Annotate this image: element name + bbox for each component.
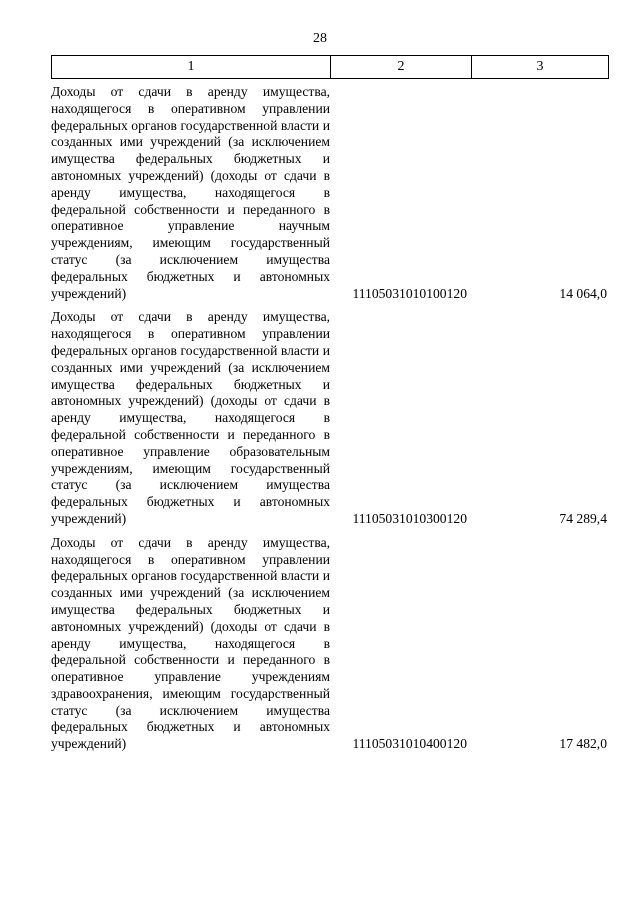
row-amount: 74 289,4 bbox=[559, 510, 607, 526]
table-row bbox=[51, 84, 609, 302]
row-code: 11105031010400120 bbox=[352, 736, 467, 752]
page-number: 28 bbox=[313, 31, 327, 46]
table-row bbox=[51, 309, 609, 527]
column-header-2: 2 bbox=[331, 56, 472, 78]
row-description: Доходы от сдачи в аренду имущества, находящегося в оперативном управлении федеральных органов государственной власти и созданных ими учреждений (за исключением имущества федеральных бюджетных и автономных учреждений) (доходы от сдачи в аренду имущества, находящегося в федеральной собственности и переданного в оперативное управление учреждениям здравоохранения, имеющим государственный статус (за исключением имущества федеральных бюджетных и автономных учреждений) bbox=[51, 534, 330, 752]
table-header-row bbox=[51, 55, 609, 79]
column-header-3: 3 bbox=[536, 59, 544, 74]
row-code: 11105031010300120 bbox=[352, 510, 467, 526]
table-body bbox=[51, 84, 609, 753]
row-amount: 14 064,0 bbox=[559, 285, 607, 301]
revenue-table bbox=[51, 55, 609, 753]
row-amount: 17 482,0 bbox=[559, 736, 607, 752]
row-description: Доходы от сдачи в аренду имущества, находящегося в оперативном управлении федеральных органов государственной власти и созданных ими учреждений (за исключением имущества федеральных бюджетных и автономных учреждений) (доходы от сдачи в аренду имущества, находящегося в федеральной собственности и переданного в оперативное управление научным учреждениям, имеющим государственный статус (за исключением имущества федеральных бюджетных и автономных учреждений) bbox=[51, 84, 330, 301]
row-description: Доходы от сдачи в аренду имущества, находящегося в оперативном управлении федеральных органов государственной власти и созданных ими учреждений (за исключением имущества федеральных бюджетных и автономных учреждений) (доходы от сдачи в аренду имущества, находящегося в федеральной собственности и переданного в оперативное управление образовательным учреждениям, имеющим государственный статус (за исключением имущества федеральных бюджетных и автономных учреждений) bbox=[51, 309, 330, 526]
table-row bbox=[51, 535, 609, 753]
row-code: 11105031010100120 bbox=[352, 285, 467, 301]
column-header-1: 1 bbox=[52, 56, 331, 78]
